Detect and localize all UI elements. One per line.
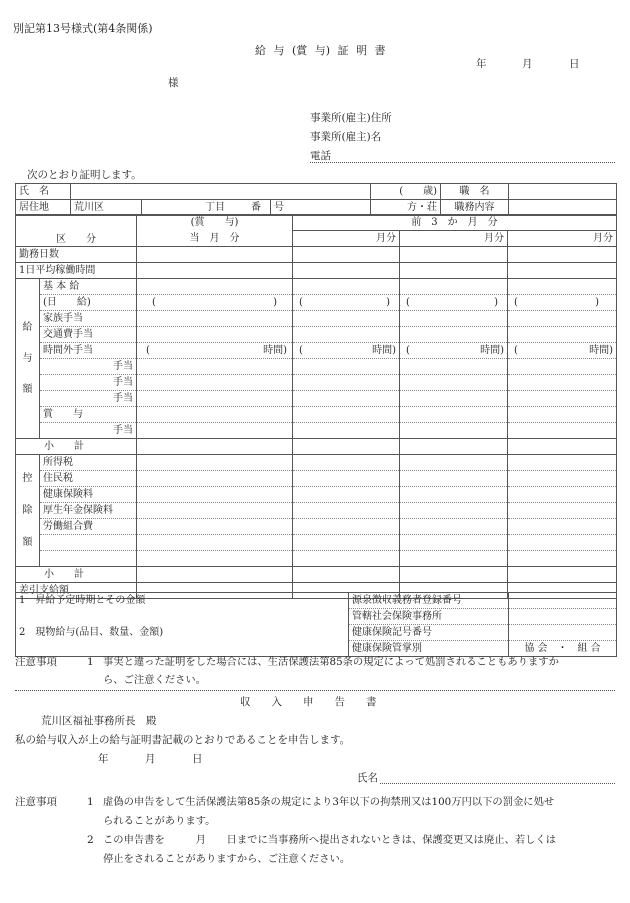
overtime-allowance-label: 時間外手当 <box>40 343 137 359</box>
cell[interactable] <box>293 567 400 583</box>
current-month-header: 当 月 分 <box>137 231 293 247</box>
table-row-work-days <box>16 247 617 263</box>
cell[interactable] <box>293 359 400 375</box>
cell[interactable] <box>508 247 617 263</box>
table-row-bonus <box>16 407 617 423</box>
cell[interactable] <box>508 263 617 279</box>
social-insurance-office-field[interactable] <box>509 609 617 625</box>
cell[interactable] <box>293 263 400 279</box>
cell[interactable] <box>137 247 293 263</box>
name-field[interactable] <box>71 184 371 200</box>
cell[interactable] <box>400 263 508 279</box>
cell[interactable] <box>508 567 617 583</box>
table-row-income-tax <box>16 455 617 471</box>
cell[interactable] <box>400 407 508 423</box>
cell[interactable] <box>293 391 400 407</box>
cell[interactable] <box>293 407 400 423</box>
overtime-cell[interactable]: ( 時間) <box>400 343 508 359</box>
cell[interactable] <box>137 263 293 279</box>
cell[interactable] <box>400 375 508 391</box>
cell[interactable] <box>137 327 293 343</box>
health-insurance-type-label: 健康保険管掌別 <box>349 641 509 657</box>
cell[interactable] <box>137 391 293 407</box>
declaration-date-year: 年 <box>98 753 109 765</box>
cell[interactable] <box>508 279 617 295</box>
addressee-suffix: 様 <box>168 77 179 89</box>
residence-label: 居住地 <box>16 200 71 216</box>
table-row-union-fee <box>16 519 617 535</box>
declaration-statement: 私の給与収入が上の給与証明書記載のとおりであることを申告します。 <box>15 734 351 746</box>
footer-info-table <box>15 592 617 657</box>
cell[interactable] <box>137 423 293 439</box>
cell[interactable] <box>400 279 508 295</box>
cell[interactable] <box>508 327 617 343</box>
phone-label: 電話 <box>310 150 331 162</box>
avg-hours-label: 1日平均稼働時間 <box>16 263 137 279</box>
transport-allowance-label: 交通費手当 <box>40 327 137 343</box>
cell[interactable] <box>508 407 617 423</box>
employer-name-label: 事業所(雇主)名 <box>310 131 382 143</box>
blank-deduction-label[interactable] <box>40 551 137 567</box>
page-title: 給 与 (賞 与) 証 明 書 <box>255 44 386 57</box>
kata-so-field[interactable]: 方・荘 <box>371 200 441 216</box>
cell[interactable] <box>137 519 293 535</box>
go-label: 号 <box>274 202 284 213</box>
table-row-salary-subtotal <box>16 439 617 455</box>
resident-tax-label: 住民税 <box>40 471 137 487</box>
daily-pay-cell[interactable]: ( ) <box>508 295 617 311</box>
table-row-deduction-blank-2 <box>16 551 617 567</box>
withholding-number-field[interactable] <box>509 593 617 609</box>
cell[interactable] <box>293 551 400 567</box>
withholding-number-label: 源泉徴収義務者登録番号 <box>349 593 509 609</box>
table-row-pension-insurance <box>16 503 617 519</box>
cell[interactable] <box>293 455 400 471</box>
cell[interactable] <box>400 567 508 583</box>
cell[interactable] <box>137 359 293 375</box>
cell[interactable] <box>137 279 293 295</box>
health-insurance-type-choice[interactable]: 協 会 ・ 組 合 <box>509 641 617 657</box>
salary-group-label: 給 与 額 <box>16 279 40 439</box>
cell[interactable] <box>137 407 293 423</box>
date-day: 日 <box>569 58 580 70</box>
table-row-health-insurance <box>16 487 617 503</box>
cell[interactable] <box>137 551 293 567</box>
table-row-allowance-3 <box>16 391 617 407</box>
notice-2-item-1-line2: られることがあります。 <box>103 815 216 827</box>
notice-1-num: 1 <box>87 656 94 668</box>
work-days-label: 勤務日数 <box>16 247 137 263</box>
prev-3-months-header: 前 3 か 月 分 <box>293 215 617 231</box>
salary-table <box>15 214 617 599</box>
cell[interactable] <box>400 423 508 439</box>
cell[interactable] <box>293 327 400 343</box>
cell[interactable] <box>400 311 508 327</box>
notice-2-item-1-line1: 虚偽の申告をして生活保護法第85条の規定により3年以下の拘禁刑又は100万円以下の罰金に処せ <box>103 796 555 808</box>
notice-1-line2: ら、ご注意ください。 <box>103 674 206 686</box>
bonus-header: (賞 与) <box>137 215 293 231</box>
raise-and-in-kind-cell[interactable] <box>16 593 349 657</box>
job-content-label: 職務内容 <box>441 200 509 216</box>
notice-1-label: 注意事項 <box>15 656 57 668</box>
table-row-transport-allowance <box>16 327 617 343</box>
month-col-3[interactable]: 月分 <box>508 231 617 247</box>
cell[interactable] <box>400 519 508 535</box>
cell[interactable] <box>508 551 617 567</box>
notice-2-item-2-line1: この申告書を 月 日までに当事務所へ提出されないときは、保護変更又は廃止、若しくは <box>103 834 557 846</box>
daily-pay-label: (日 給) <box>40 295 137 311</box>
deduction-subtotal-label: 小 計 <box>16 567 137 583</box>
name-label: 氏 名 <box>16 184 71 200</box>
cell[interactable] <box>137 567 293 583</box>
cell[interactable] <box>508 503 617 519</box>
cell[interactable] <box>293 487 400 503</box>
cell[interactable] <box>508 359 617 375</box>
cell[interactable] <box>137 471 293 487</box>
cell[interactable] <box>293 503 400 519</box>
cell[interactable] <box>293 311 400 327</box>
notice-1-line1: 事実と違った証明をした場合には、生活保護法第85条の規定によって処罰されることもありますか <box>103 656 559 668</box>
cell[interactable] <box>137 535 293 551</box>
in-kind-label: 2 現物給与(品目、数量、金額) <box>19 627 164 638</box>
cell[interactable] <box>400 439 508 455</box>
notice-2-item-2-num: 2 <box>87 834 94 846</box>
table-row-resident-tax <box>16 471 617 487</box>
cell[interactable] <box>400 247 508 263</box>
salary-subtotal-label: 小 計 <box>16 439 137 455</box>
ban-label: 番 <box>251 202 261 213</box>
union-fee-label: 労働組合費 <box>40 519 137 535</box>
cell[interactable] <box>293 519 400 535</box>
table-row-deduction-blank-1 <box>16 535 617 551</box>
table-row-daily-pay <box>16 295 617 311</box>
cell[interactable] <box>400 503 508 519</box>
overtime-cell[interactable]: ( 時間) <box>293 343 400 359</box>
cell[interactable] <box>137 375 293 391</box>
declarant-name-label: 氏名 <box>357 772 378 784</box>
date-month: 月 <box>522 58 533 70</box>
cell[interactable] <box>400 391 508 407</box>
cell[interactable] <box>137 487 293 503</box>
cell[interactable] <box>293 279 400 295</box>
declarant-name-field[interactable] <box>380 783 615 784</box>
cell[interactable] <box>293 439 400 455</box>
cell[interactable] <box>293 423 400 439</box>
job-title-label: 職 名 <box>441 184 509 200</box>
cell[interactable] <box>508 455 617 471</box>
allowance-label: 手当 <box>40 375 137 391</box>
table-row-allowance-2 <box>16 375 617 391</box>
declaration-title: 収 入 申 告 書 <box>240 696 377 708</box>
notice-2-label: 注意事項 <box>15 796 57 808</box>
cell[interactable] <box>137 455 293 471</box>
cell[interactable] <box>400 551 508 567</box>
blank-deduction-label[interactable] <box>40 535 137 551</box>
deduction-group-label: 控 除 額 <box>16 455 40 567</box>
person-info-table <box>15 183 617 216</box>
health-insurance-label: 健康保険料 <box>40 487 137 503</box>
cell[interactable] <box>293 375 400 391</box>
form-number: 別記第13号様式(第4条関係) <box>13 22 153 35</box>
cell[interactable] <box>137 503 293 519</box>
raise-label: 1 昇給予定時期とその金額 <box>19 595 146 606</box>
social-insurance-office-label: 管轄社会保険事務所 <box>349 609 509 625</box>
job-title-field[interactable] <box>509 184 617 200</box>
health-insurance-number-field[interactable] <box>509 625 617 641</box>
overtime-cell[interactable]: ( 時間) <box>508 343 617 359</box>
table-row-family-allowance <box>16 311 617 327</box>
cell[interactable] <box>293 535 400 551</box>
table-row-overtime-allowance <box>16 343 617 359</box>
declaration-date-day: 日 <box>192 753 203 765</box>
category-header: 区 分 <box>16 215 137 247</box>
allowance-label: 手当 <box>40 359 137 375</box>
notice-2-item-2-line2: 停止をされることがありますから、ご注意ください。 <box>103 853 351 865</box>
table-row-allowance-4 <box>16 423 617 439</box>
overtime-cell[interactable]: ( 時間) <box>137 343 293 359</box>
cell[interactable] <box>508 311 617 327</box>
declaration-date-month: 月 <box>145 753 156 765</box>
daily-pay-cell[interactable]: ( ) <box>293 295 400 311</box>
age-field[interactable]: ( 歳) <box>371 184 441 200</box>
cell[interactable] <box>508 439 617 455</box>
daily-pay-cell[interactable]: ( ) <box>137 295 293 311</box>
phone-field-line[interactable] <box>310 162 615 163</box>
allowance-label: 手当 <box>40 391 137 407</box>
daily-pay-cell[interactable]: ( ) <box>400 295 508 311</box>
bonus-label: 賞 与 <box>40 407 137 423</box>
certify-text: 次のとおり証明します。 <box>27 169 142 181</box>
month-col-2[interactable]: 月分 <box>400 231 508 247</box>
cell[interactable] <box>137 439 293 455</box>
cell[interactable] <box>400 359 508 375</box>
cell[interactable] <box>400 471 508 487</box>
base-pay-label: 基 本 給 <box>40 279 137 295</box>
employer-address-label: 事業所(雇主)住所 <box>310 112 392 124</box>
residence-ward: 荒川区 <box>71 200 142 216</box>
table-row-deduction-subtotal <box>16 567 617 583</box>
pension-insurance-label: 厚生年金保険料 <box>40 503 137 519</box>
cell[interactable] <box>137 311 293 327</box>
cell[interactable] <box>400 487 508 503</box>
table-row-avg-hours <box>16 263 617 279</box>
cell[interactable] <box>293 247 400 263</box>
month-col-1[interactable]: 月分 <box>293 231 400 247</box>
declaration-addressee: 荒川区福祉事務所長 殿 <box>41 715 157 727</box>
cell[interactable] <box>293 471 400 487</box>
cell[interactable] <box>508 423 617 439</box>
notice-2-item-1-num: 1 <box>87 796 94 808</box>
cell[interactable] <box>400 455 508 471</box>
net-pay-label: 差引支給額 <box>16 583 137 599</box>
cell[interactable] <box>400 327 508 343</box>
income-tax-label: 所得税 <box>40 455 137 471</box>
table-row-base-pay <box>16 279 617 295</box>
chome-label: 丁目 <box>205 202 225 213</box>
cell[interactable] <box>508 375 617 391</box>
health-insurance-number-label: 健康保険記号番号 <box>349 625 509 641</box>
cell[interactable] <box>400 535 508 551</box>
date-year: 年 <box>476 58 487 70</box>
cut-line <box>15 690 615 691</box>
cell[interactable] <box>508 391 617 407</box>
family-allowance-label: 家族手当 <box>40 311 137 327</box>
cell[interactable] <box>508 519 617 535</box>
allowance-label: 手当 <box>40 423 137 439</box>
table-row-allowance-1 <box>16 359 617 375</box>
cell[interactable] <box>508 535 617 551</box>
cell[interactable] <box>508 471 617 487</box>
cell[interactable] <box>508 487 617 503</box>
